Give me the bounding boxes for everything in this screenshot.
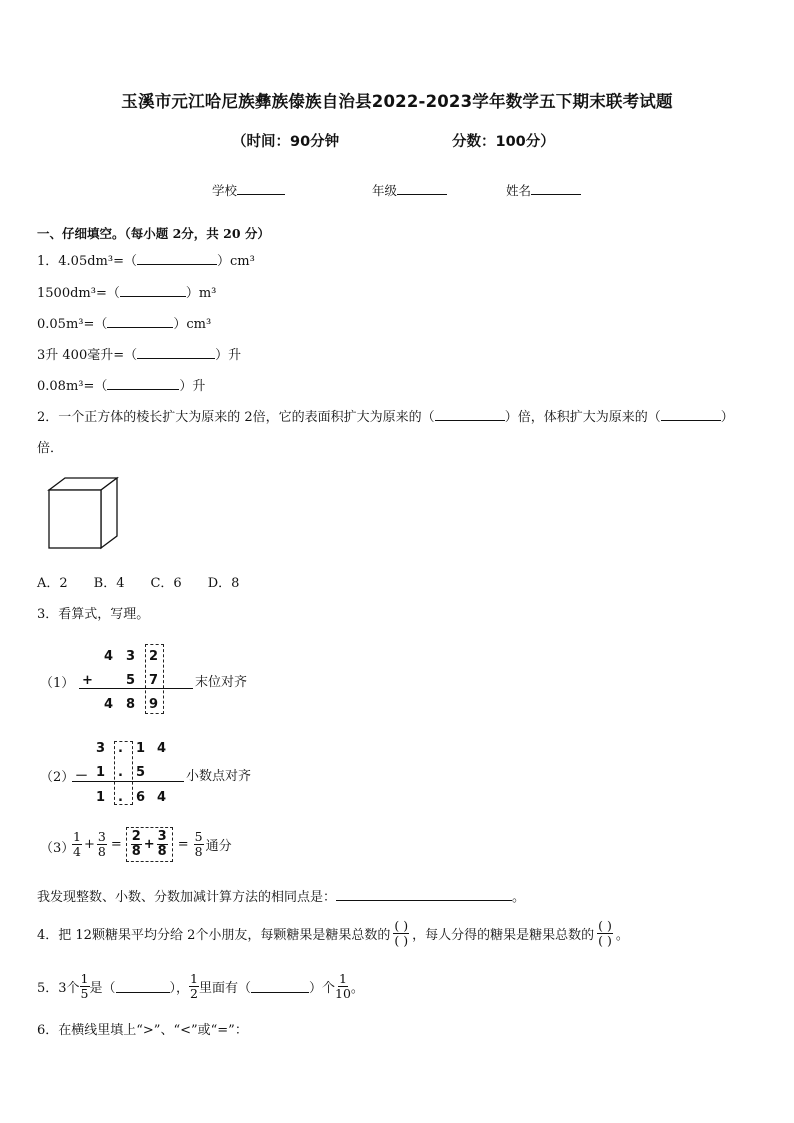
q2-options: A．2 B．4 C．6 D．8: [37, 576, 240, 591]
decimal-point-box: [114, 741, 133, 805]
digit: 6: [136, 790, 146, 805]
answer-blank[interactable]: [336, 888, 512, 901]
answer-blank[interactable]: [137, 346, 215, 359]
digit: 1: [96, 790, 106, 805]
sum-line: [79, 688, 193, 689]
digit: 3: [96, 741, 106, 756]
digit: 3: [126, 649, 136, 664]
q3-part1-label: （1）: [40, 676, 75, 691]
answer-blank[interactable]: [137, 252, 217, 265]
fraction: $\frac{1}{4}$: [73, 829, 81, 859]
answer-blank[interactable]: [661, 408, 721, 421]
answer-blank[interactable]: [107, 377, 179, 390]
answer-blank[interactable]: [120, 284, 186, 297]
q3-part3-label: （3）: [40, 841, 75, 856]
q5-text: 5．3个 $\frac{1}{5}$ 是（ ）， $\frac{1}{2}$ 里面有（ ）个 $\frac{1}{10}$ 。: [37, 971, 364, 1001]
q1-line2: 1500dm³=（ ）m³: [37, 286, 217, 301]
digit: 4: [157, 790, 167, 805]
fraction: $\frac{1}{5}$: [80, 971, 89, 1001]
q3-part1-note: 末位对齐: [195, 675, 248, 690]
section-heading: 一、仔细填空。（每小题 2分，共 20 分）: [37, 226, 270, 241]
digit: 4: [104, 649, 114, 664]
grade-field[interactable]: 年级: [372, 181, 447, 199]
q3-title: 3．看算式，写理。: [37, 607, 150, 622]
common-denominator-box: $\frac{2}{8}$ + $\frac{3}{8}$: [126, 827, 173, 862]
digit: 2: [149, 649, 159, 664]
q3-part2-label: （2）: [40, 770, 75, 785]
decimal-point: .: [118, 790, 123, 805]
q3-part3-note: 通分: [205, 839, 232, 854]
digit: 1: [136, 741, 146, 756]
answer-blank[interactable]: [435, 408, 505, 421]
q2-text: 2．一个正方体的棱长扩大为原来的 2倍，它的表面积扩大为原来的（ ）倍，体积扩大为原来的（ ）: [37, 410, 734, 425]
answer-fraction[interactable]: $\frac{( )}{( )}$: [598, 918, 612, 948]
fraction: $\frac{2}{8}$: [131, 829, 141, 859]
decimal-point: .: [118, 741, 123, 756]
name-field[interactable]: 姓名: [506, 181, 581, 199]
digit: 5: [126, 673, 136, 688]
q1-line5: 0.08m³=（ ）升: [37, 379, 206, 394]
digit: 8: [126, 697, 136, 712]
page-title: 玉溪市元江哈尼族彝族傣族自治县2022-2023学年数学五下期末联考试题: [121, 92, 673, 111]
answer-blank[interactable]: [107, 315, 173, 328]
fraction: $\frac{1}{10}$: [335, 971, 351, 1001]
digit: 7: [149, 673, 159, 688]
q1-line4: 3升 400毫升=（ ）升: [37, 348, 242, 363]
digit: 5: [136, 765, 146, 780]
fraction-expression: $\frac{1}{4}$ + $\frac{3}{8}$ = $\frac{2}{8}$ + $\frac{3}{8}$ = $\frac{5}{8}$ 通分: [72, 827, 232, 862]
fraction: $\frac{5}{8}$: [194, 829, 203, 859]
digit: 4: [157, 741, 167, 756]
fraction: $\frac{3}{8}$: [157, 829, 167, 859]
fraction: $\frac{1}{2}$: [190, 971, 198, 1001]
minus-sign: －: [75, 769, 89, 784]
fraction: $\frac{3}{8}$: [97, 829, 106, 859]
q6-text: 6．在横线里填上“>”、“<”或“=”：: [37, 1023, 248, 1038]
exam-score: 分数：100分）: [452, 134, 555, 150]
digit: 9: [149, 697, 159, 712]
q1-line3: 0.05m³=（ ）cm³: [37, 317, 212, 332]
digit: 1: [96, 765, 106, 780]
school-field[interactable]: 学校: [212, 181, 285, 199]
cube-figure: [44, 473, 124, 553]
q4-text: 4．把 12颗糖果平均分给 2个小朋友，每颗糖果是糖果总数的 $\frac{( )}{( )}$ ，每人分得的糖果是糖果总数的 $\frac{( )}{( )}$ 。: [37, 918, 629, 948]
difference-line: [72, 781, 184, 782]
q1-line1: 1．4.05dm³=（ ）cm³: [37, 254, 255, 269]
digit: 4: [104, 697, 114, 712]
exam-time: （时间：90分钟: [232, 134, 340, 150]
answer-blank[interactable]: [251, 980, 309, 993]
answer-fraction[interactable]: $\frac{( )}{( )}$: [394, 918, 409, 948]
q3-part2-note: 小数点对齐: [186, 769, 252, 784]
q3-find: 我发现整数、小数、分数加减计算方法的相同点是： 。: [37, 890, 526, 905]
q2-text-cont: 倍．: [37, 441, 64, 456]
answer-blank[interactable]: [116, 980, 170, 993]
plus-sign: +: [82, 673, 93, 688]
decimal-point: .: [118, 765, 123, 780]
